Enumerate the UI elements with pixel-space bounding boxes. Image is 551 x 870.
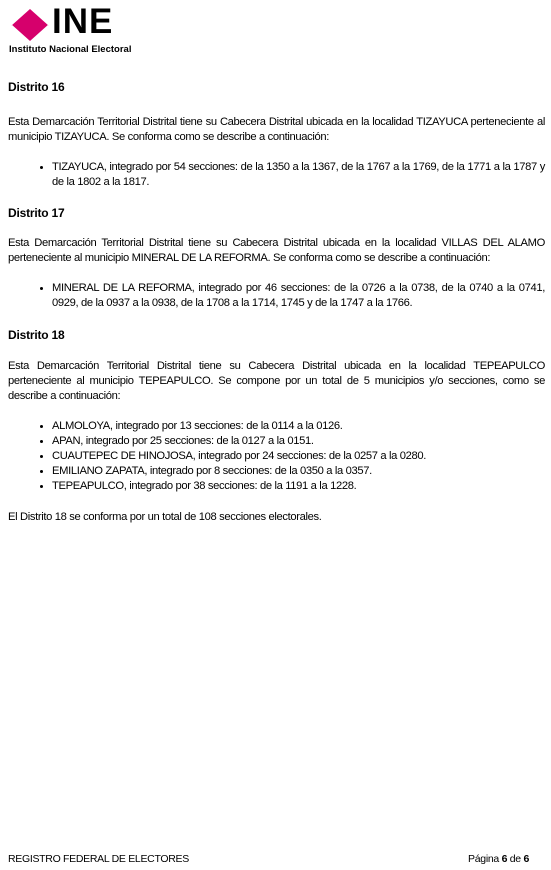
- district-18-title: Distrito 18: [8, 328, 65, 342]
- district-16-list: [8, 160, 545, 190]
- district-17-title: Distrito 17: [8, 206, 65, 220]
- list-item: • CUAUTEPEC DE HINOJOSA, integrado por 24 secciones: de la 0257 a la 0280.: [52, 449, 545, 464]
- page-number: [468, 853, 529, 865]
- page-of: de: [509, 853, 521, 865]
- logo-subtitle: Instituto Nacional Electoral: [9, 44, 132, 55]
- list-item: • ALMOLOYA, integrado por 13 secciones: de la 0114 a la 0126.: [52, 419, 545, 434]
- district-18-intro: Esta Demarcación Territorial Distrital tiene su Cabecera Distrital ubicada en la localidad TEPEAPULCO perteneciente al municipio TEPEAPULCO. Se compone por un total de 5 municipios y/o secciones, como se describe a continuación:: [8, 360, 545, 402]
- logo-text: INE: [52, 2, 114, 41]
- list-item: • TEPEAPULCO, integrado por 38 secciones: de la 1191 a la 1228.: [52, 479, 545, 494]
- page-current: 6: [501, 853, 508, 865]
- district-18-closing: El Distrito 18 se conforma por un total de 108 secciones electorales.: [8, 511, 322, 523]
- ine-diamond-icon: [8, 8, 52, 44]
- list-item: • APAN, integrado por 25 secciones: de la 0127 a la 0151.: [52, 434, 545, 449]
- list-item: • TIZAYUCA, integrado por 54 secciones: de la 1350 a la 1367, de la 1767 a la 1769, de la 1771 a la 1787 y de la 1802 a la 1817.: [52, 160, 545, 190]
- district-17-intro: Esta Demarcación Territorial Distrital tiene su Cabecera Distrital ubicada en la localidad VILLAS DEL ALAMO perteneciente al municipio MINERAL DE LA REFORMA. Se conforma como se describe a continuación:: [8, 237, 545, 264]
- list-item: • EMILIANO ZAPATA, integrado por 8 secciones: de la 0350 a la 0357.: [52, 464, 545, 479]
- page-word: Página: [468, 853, 499, 865]
- district-18-list: [8, 419, 545, 494]
- district-16-intro: Esta Demarcación Territorial Distrital tiene su Cabecera Distrital ubicada en la localidad TIZAYUCA perteneciente al municipio TIZAYUCA. Se conforma como se describe a continuación:: [8, 116, 545, 143]
- district-16-title: Distrito 16: [8, 80, 65, 94]
- page-total: 6: [523, 853, 529, 865]
- list-item: • MINERAL DE LA REFORMA, integrado por 46 secciones: de la 0726 a la 0738, de la 0740 a la 0741, 0929, de la 0937 a la 0938, de la 1708 a la 1714, 1745 y de la 1747 a la 1766.: [52, 281, 545, 311]
- document-body: [8, 80, 545, 525]
- ine-logo: [8, 2, 158, 58]
- district-17-list: [8, 281, 545, 311]
- page-footer: [8, 853, 529, 865]
- footer-left-text: REGISTRO FEDERAL DE ELECTORES: [8, 853, 189, 865]
